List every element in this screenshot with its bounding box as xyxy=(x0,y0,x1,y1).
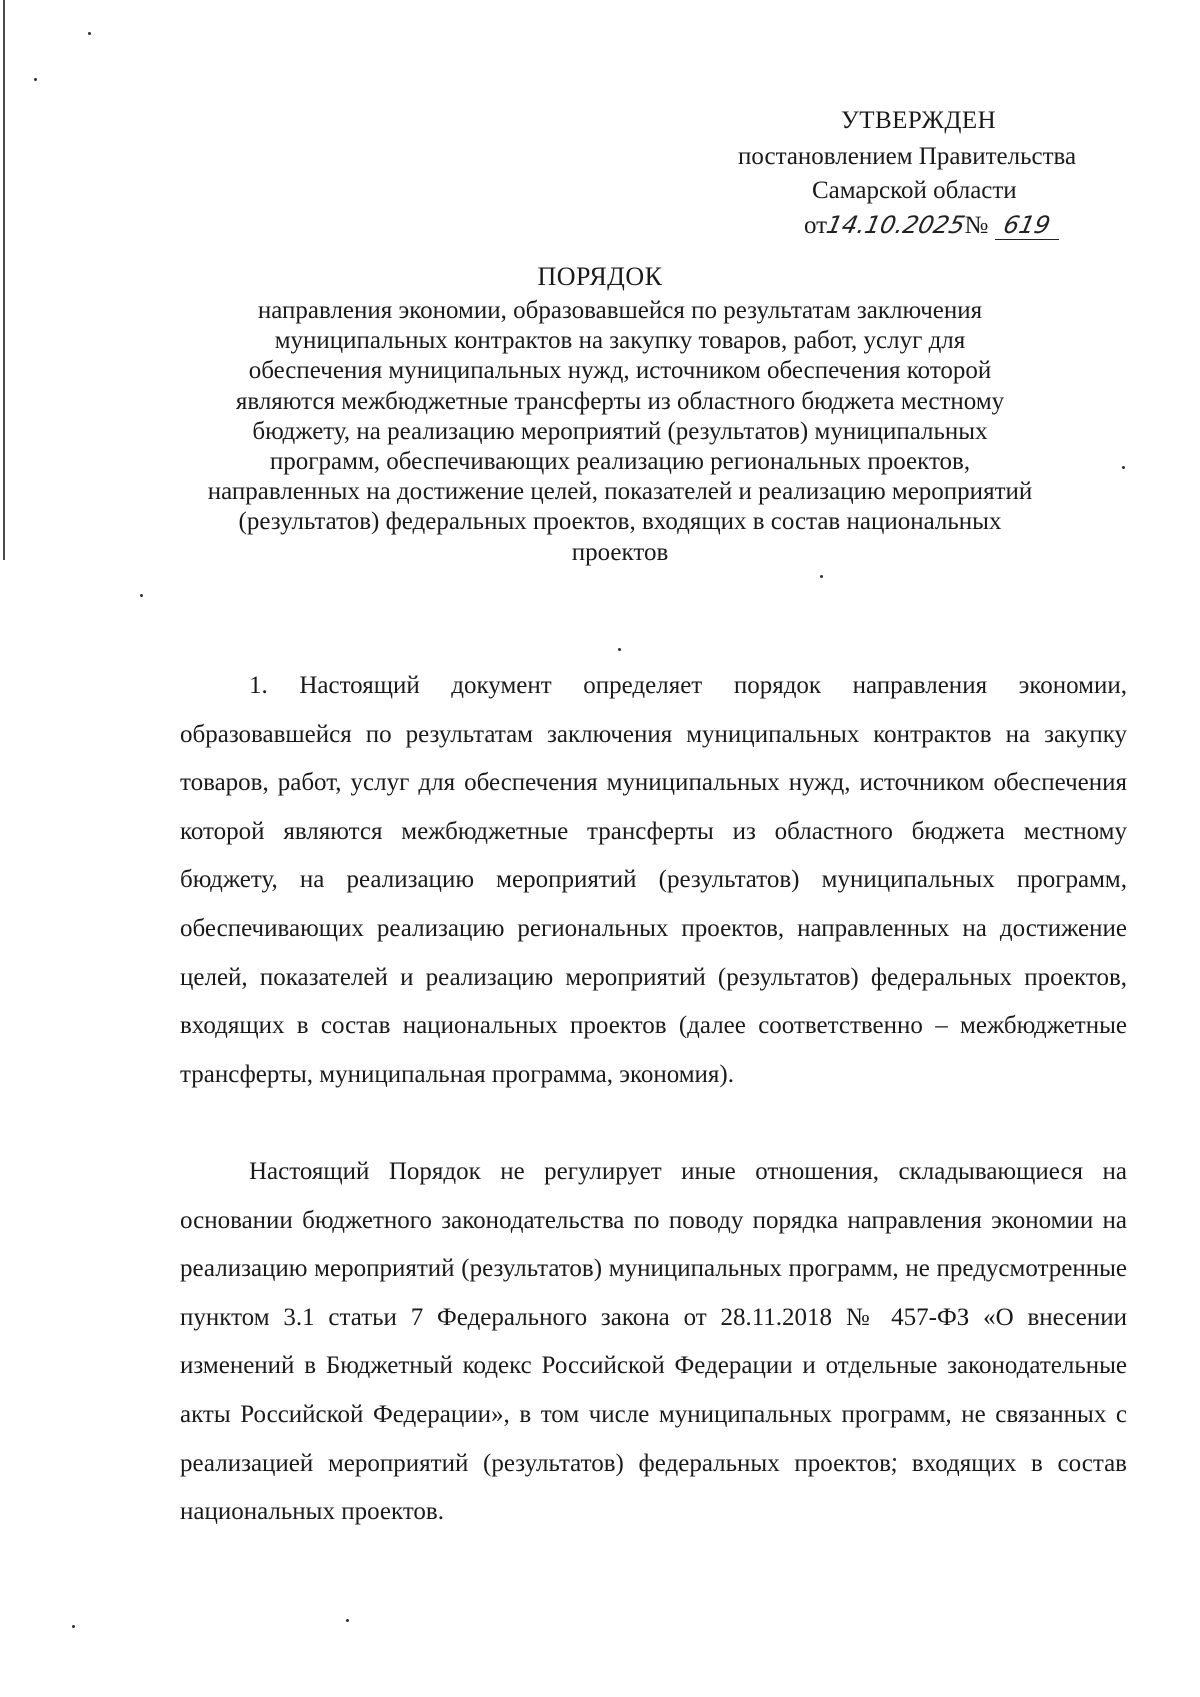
approval-authority: постановлением Правительства xyxy=(738,143,1077,170)
subtitle-line: обеспечения муниципальных нужд, источником обеспечения которой xyxy=(248,357,992,385)
scan-speck xyxy=(34,78,37,81)
subtitle-line: муниципальных контрактов на закупку товаров, работ, услуг для xyxy=(274,327,966,355)
body-paragraph-1 xyxy=(180,662,1127,1099)
subtitle-line: (результатов) федеральных проектов, входящих в состав национальных xyxy=(238,508,1002,536)
date-prefix: от xyxy=(804,212,828,239)
number-field xyxy=(995,212,1059,240)
scan-speck xyxy=(72,1625,75,1628)
scan-speck xyxy=(140,594,143,597)
approval-title: УТВЕРЖДЕН xyxy=(841,107,997,134)
scan-speck xyxy=(346,1619,349,1622)
subtitle-line: бюджету, на реализацию мероприятий (результатов) муниципальных xyxy=(252,417,988,445)
subtitle-line: направления экономии, образовавшейся по результатам заключения xyxy=(257,297,983,324)
approval-date-number xyxy=(804,208,1059,243)
scan-speck xyxy=(820,575,823,578)
subtitle-line: программ, обеспечивающих реализацию региональных проектов, xyxy=(269,448,971,476)
paragraph-text: Настоящий Порядок не регулирует иные отношения, складывающиеся на основании бюджетного законодательства по поводу порядка направления экономии на реализацию мероприятий (результатов) муниципальных программ, не предусмотренные пунктом 3.1 статьи 7 Федерального закона от 28.11.2018 № 457-ФЗ «О внесении изменений в Бюджетный кодекс Российской Федерации и отдельные законодательные акты Российской Федерации», в том числе муниципальных программ, не связанных с реализацией мероприятий (результатов) федеральных проектов, входящих в состав национальных проектов. xyxy=(180,1158,1127,1526)
scan-speck xyxy=(618,648,621,651)
paragraph-text: 1. Настоящий документ определяет порядок направления экономии, образовавшейся по результатам заключения муниципальных контрактов на закупку товаров, работ, услуг для обеспечения муниципальных нужд, источником обеспечения которой являются межбюджетные трансферты из областного бюджета местному бюджету, на реализацию мероприятий (результатов) муниципальных программ, обеспечивающих реализацию региональных проектов, направленных на достижение целей, показателей и реализацию мероприятий (результатов) федеральных проектов, входящих в состав национальных проектов (далее соответственно – межбюджетные трансферты, муниципальная программа, экономия). xyxy=(180,672,1127,1088)
document-heading: ПОРЯДОК xyxy=(537,262,663,291)
scan-speck xyxy=(1122,466,1125,469)
subtitle-line: направленных на достижение целей, показателей и реализацию мероприятий xyxy=(207,478,1033,506)
scan-speck xyxy=(88,32,91,35)
handwritten-date: 14.10.2025 xyxy=(824,211,968,239)
document-subtitle xyxy=(170,296,1070,568)
subtitle-line: являются межбюджетные трансферты из областного бюджета местному xyxy=(235,387,1005,415)
number-sign: № xyxy=(964,212,989,239)
approval-region: Самарской области xyxy=(812,177,1017,204)
handwritten-number: 619 xyxy=(1000,211,1053,239)
body-paragraph-2 xyxy=(180,1148,1127,1537)
subtitle-line: проектов xyxy=(571,538,669,566)
